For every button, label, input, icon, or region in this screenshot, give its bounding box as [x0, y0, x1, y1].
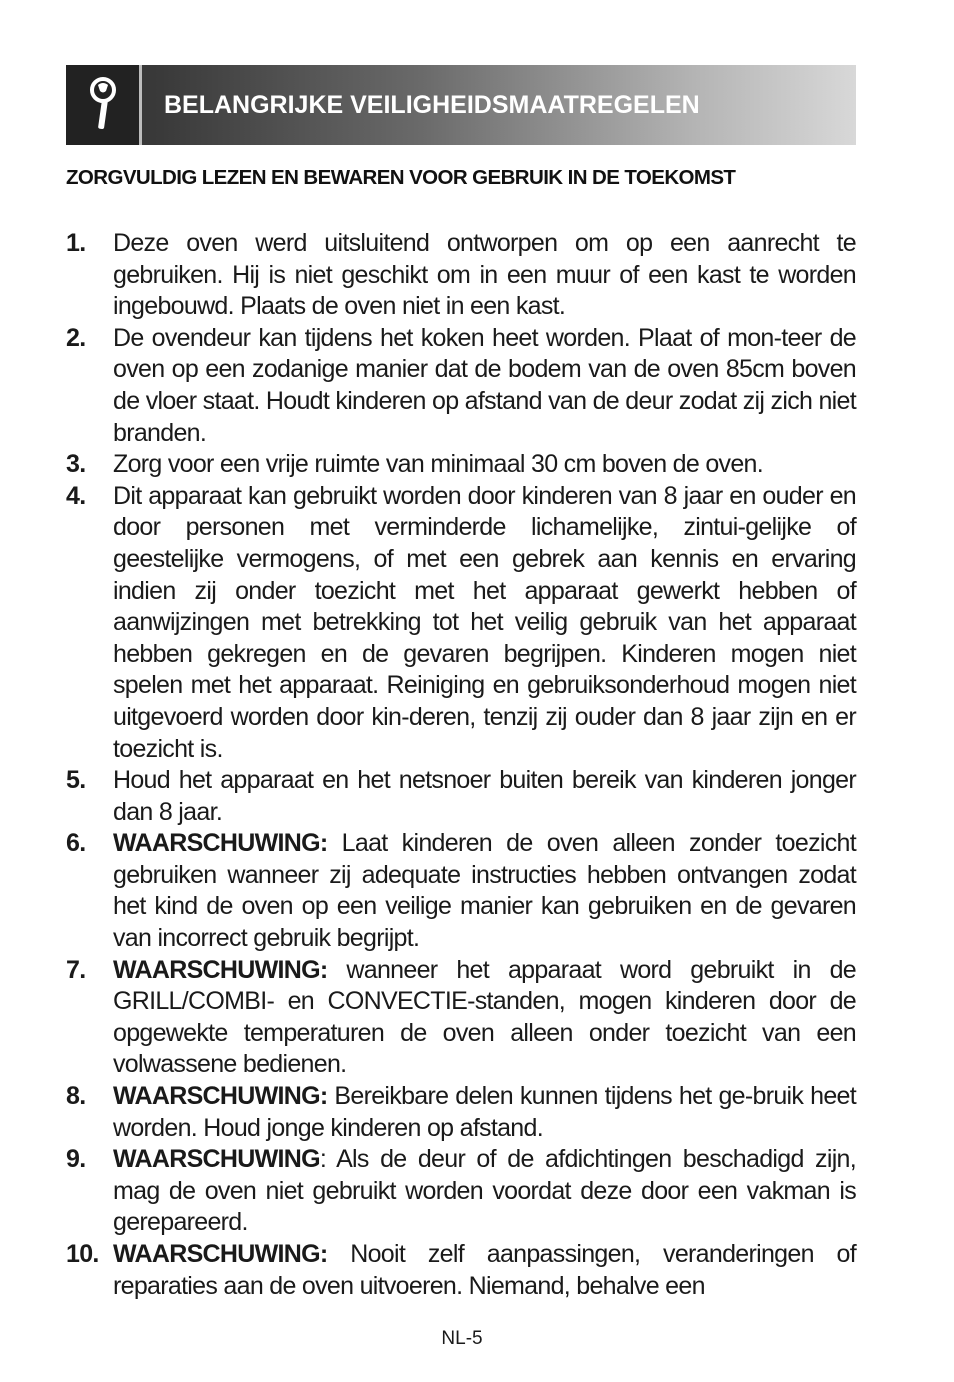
list-item: [66, 228, 856, 323]
item-body: Deze oven werd uitsluitend ontworpen om op een aanrecht te gebruiken. Hij is niet geschikt om in een muur of een kast te worden ingebouwd. Plaats de oven niet in een kast.: [113, 229, 856, 321]
item-number: 9.: [66, 1145, 86, 1174]
item-text: [113, 955, 856, 1081]
safety-list: [66, 228, 856, 1302]
list-item: [66, 828, 856, 954]
page-number: NL-5: [441, 1328, 483, 1349]
subheading: ZORGVULDIG LEZEN EN BEWAREN VOOR GEBRUIK IN DE TOEKOMST: [66, 166, 736, 189]
item-number: 7.: [66, 955, 86, 984]
list-item: [66, 481, 856, 765]
item-body: : Als de deur of de afdichtingen beschadigd zijn, mag de oven niet gebruikt worden voordat deze door een vakman is gerepareerd.: [113, 1145, 856, 1237]
item-text: [113, 828, 856, 954]
item-text: [113, 1081, 856, 1144]
item-body: Houd het apparaat en het netsnoer buiten bereik van kinderen jonger dan 8 jaar.: [113, 766, 856, 826]
item-number: 6.: [66, 829, 86, 858]
item-number: 8.: [66, 1082, 86, 1111]
header-title: BELANGRIJKE VEILIGHEIDSMAATREGELEN: [164, 90, 700, 119]
item-text: [113, 765, 856, 828]
list-item: [66, 1081, 856, 1144]
list-item: [66, 765, 856, 828]
item-number: 1.: [66, 229, 86, 257]
item-body: Zorg voor een vrije ruimte van minimaal 30 cm boven de oven.: [113, 450, 763, 479]
item-number: 2.: [66, 323, 86, 352]
icon-box: [66, 65, 142, 145]
list-item: [66, 1239, 856, 1302]
wrench-info-icon: [86, 77, 120, 133]
item-body: Dit apparaat kan gebruikt worden door kinderen van 8 jaar en ouder en door personen met verminderde lichamelijke, zintui-gelijke of geestelijke vermogens, of met een gebrek aan kennis en ervaring indien zij onder toezicht met het apparaat gewerkt hebben of aanwijzingen met betrekking tot het veilig gebruik van het apparaat hebben gekregen en de gevaren begrijpen. Kinderen mogen niet spelen met het apparaat. Reiniging en gebruiksonderhoud mogen niet uitgevoerd worden door kin-deren, tenzij zij ouder dan 8 jaar zijn en er toezicht is.: [113, 481, 856, 763]
warning-label: WAARSCHUWING:: [113, 829, 328, 858]
item-number: 4.: [66, 481, 86, 510]
section-header: [66, 65, 856, 145]
item-text: [113, 228, 856, 323]
item-number: 10.: [66, 1240, 99, 1268]
item-number: 5.: [66, 766, 86, 795]
list-item: [66, 955, 856, 1081]
item-text: [113, 1239, 856, 1302]
warning-label: WAARSCHUWING:: [113, 955, 328, 984]
item-body: Laat kinderen de oven alleen zonder toezicht gebruiken wanneer zij adequate instructies hebben ontvangen zodat het kind de oven op een veilige manier kan gebruiken en de gevaren van incorrect gebruik begrijpt.: [113, 829, 856, 953]
item-body: Nooit zelf aanpassingen, veranderingen of reparaties aan de oven uitvoeren. Niemand, behalve een: [113, 1240, 856, 1300]
list-item: [66, 1144, 856, 1239]
list-item: [66, 449, 856, 481]
item-text: [113, 323, 856, 449]
item-body: Bereikbare delen kunnen tijdens het ge-bruik heet worden. Houd jonge kinderen op afstand.: [113, 1082, 856, 1142]
warning-label: WAARSCHUWING:: [113, 1240, 328, 1268]
list-item: [66, 323, 856, 449]
warning-label: WAARSCHUWING:: [113, 1082, 328, 1111]
item-body: De ovendeur kan tijdens het koken heet worden. Plaat of mon-teer de oven op een zodanige manier dat de bodem van de oven 85cm boven de vloer staat. Houdt kinderen op afstand van de deur zodat zij zich niet branden.: [113, 323, 856, 447]
item-text: [113, 449, 856, 481]
item-text: [113, 481, 856, 765]
item-body: wanneer het apparaat word gebruikt in de GRILL/COMBI- en CONVECTIE-standen, mogen kinderen door de opgewekte temperaturen de oven alleen onder toezicht van een volwassene bedienen.: [113, 955, 856, 1079]
warning-label: WAARSCHUWING: [113, 1145, 320, 1174]
item-number: 3.: [66, 450, 86, 479]
item-text: [113, 1144, 856, 1239]
